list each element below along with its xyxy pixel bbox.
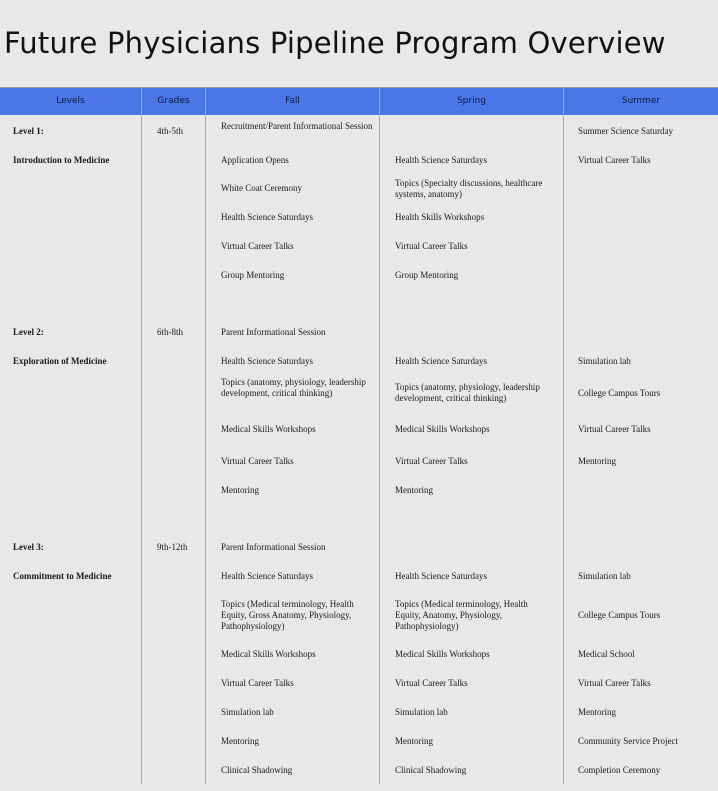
fall-activity: Parent Informational Session [221,542,326,552]
column-divider [379,88,380,784]
summer-activity: College Campus Tours [578,388,661,398]
table-header-row [0,88,718,115]
fall-activity: Mentoring [221,485,259,495]
level-label: Level 1: [13,126,44,136]
fall-activity: Health Science Saturdays [221,356,313,366]
header-summer: Summer [621,96,661,106]
column-divider [563,88,564,784]
summer-activity: College Campus Tours [578,610,661,620]
header-grades: Grades [157,96,190,106]
spring-activity: Group Mentoring [395,270,459,280]
header-levels: Levels [56,96,85,106]
fall-activity: Parent Informational Session [221,327,326,337]
fall-activity: Health Science Saturdays [221,212,313,222]
level-name: Commitment to Medicine [13,571,112,581]
fall-activity: Topics (anatomy, physiology, leadership development, critical thinking) [221,377,366,398]
summer-activity: Simulation lab [578,571,631,581]
spring-activity: Topics (anatomy, physiology, leadership development, critical thinking) [395,382,540,403]
column-divider [205,88,206,784]
spring-activity: Health Science Saturdays [395,571,487,581]
summer-activity: Medical School [578,649,635,659]
spring-activity: Medical Skills Workshops [395,649,490,659]
summer-activity: Virtual Career Talks [578,424,651,434]
summer-activity: Community Service Project [578,736,678,746]
level-name: Exploration of Medicine [13,356,107,366]
summer-activity: Virtual Career Talks [578,678,651,688]
fall-activity: White Coat Ceremony [221,183,302,193]
spring-activity: Topics (Medical terminology, Health Equity, Anatomy, Physiology, Pathophysiology) [395,599,528,631]
spring-activity: Mentoring [395,736,433,746]
summer-activity: Completion Ceremony [578,765,661,775]
spring-activity: Virtual Career Talks [395,456,468,466]
page-title: Future Physicians Pipeline Program Overview [4,26,666,60]
grades-cell: 9th-12th [157,542,188,552]
header-fall: Fall [285,96,300,106]
summer-activity: Summer Science Saturday [578,126,673,136]
summer-activity: Simulation lab [578,356,631,366]
fall-activity: Clinical Shadowing [221,765,293,775]
level-label: Level 3: [13,542,44,552]
spring-activity: Virtual Career Talks [395,678,468,688]
spring-activity: Health Science Saturdays [395,155,487,165]
spring-activity: Mentoring [395,485,433,495]
grades-cell: 6th-8th [157,327,183,337]
spring-activity: Virtual Career Talks [395,241,468,251]
spring-activity: Health Science Saturdays [395,356,487,366]
fall-activity: Group Mentoring [221,270,285,280]
header-spring: Spring [456,96,487,106]
summer-activity: Mentoring [578,456,616,466]
fall-activity: Simulation lab [221,707,274,717]
fall-activity: Application Opens [221,155,289,165]
fall-activity: Virtual Career Talks [221,456,294,466]
level-name: Introduction to Medicine [13,155,110,165]
column-divider [141,88,142,784]
fall-activity: Medical Skills Workshops [221,649,316,659]
spring-activity: Simulation lab [395,707,448,717]
grades-cell: 4th-5th [157,126,183,136]
level-label: Level 2: [13,327,44,337]
fall-activity: Health Science Saturdays [221,571,313,581]
fall-activity: Mentoring [221,736,259,746]
fall-activity: Medical Skills Workshops [221,424,316,434]
summer-activity: Mentoring [578,707,616,717]
spring-activity: Topics (Specialty discussions, healthcare systems, anatomy) [395,178,543,199]
spring-activity: Clinical Shadowing [395,765,467,775]
spring-activity: Health Skills Workshops [395,212,485,222]
fall-activity: Virtual Career Talks [221,678,294,688]
fall-activity: Recruitment/Parent Informational Session [221,121,373,131]
fall-activity: Virtual Career Talks [221,241,294,251]
summer-activity: Virtual Career Talks [578,155,651,165]
spring-activity: Medical Skills Workshops [395,424,490,434]
fall-activity: Topics (Medical terminology, Health Equity, Gross Anatomy, Physiology, Pathophysiology) [221,599,354,631]
